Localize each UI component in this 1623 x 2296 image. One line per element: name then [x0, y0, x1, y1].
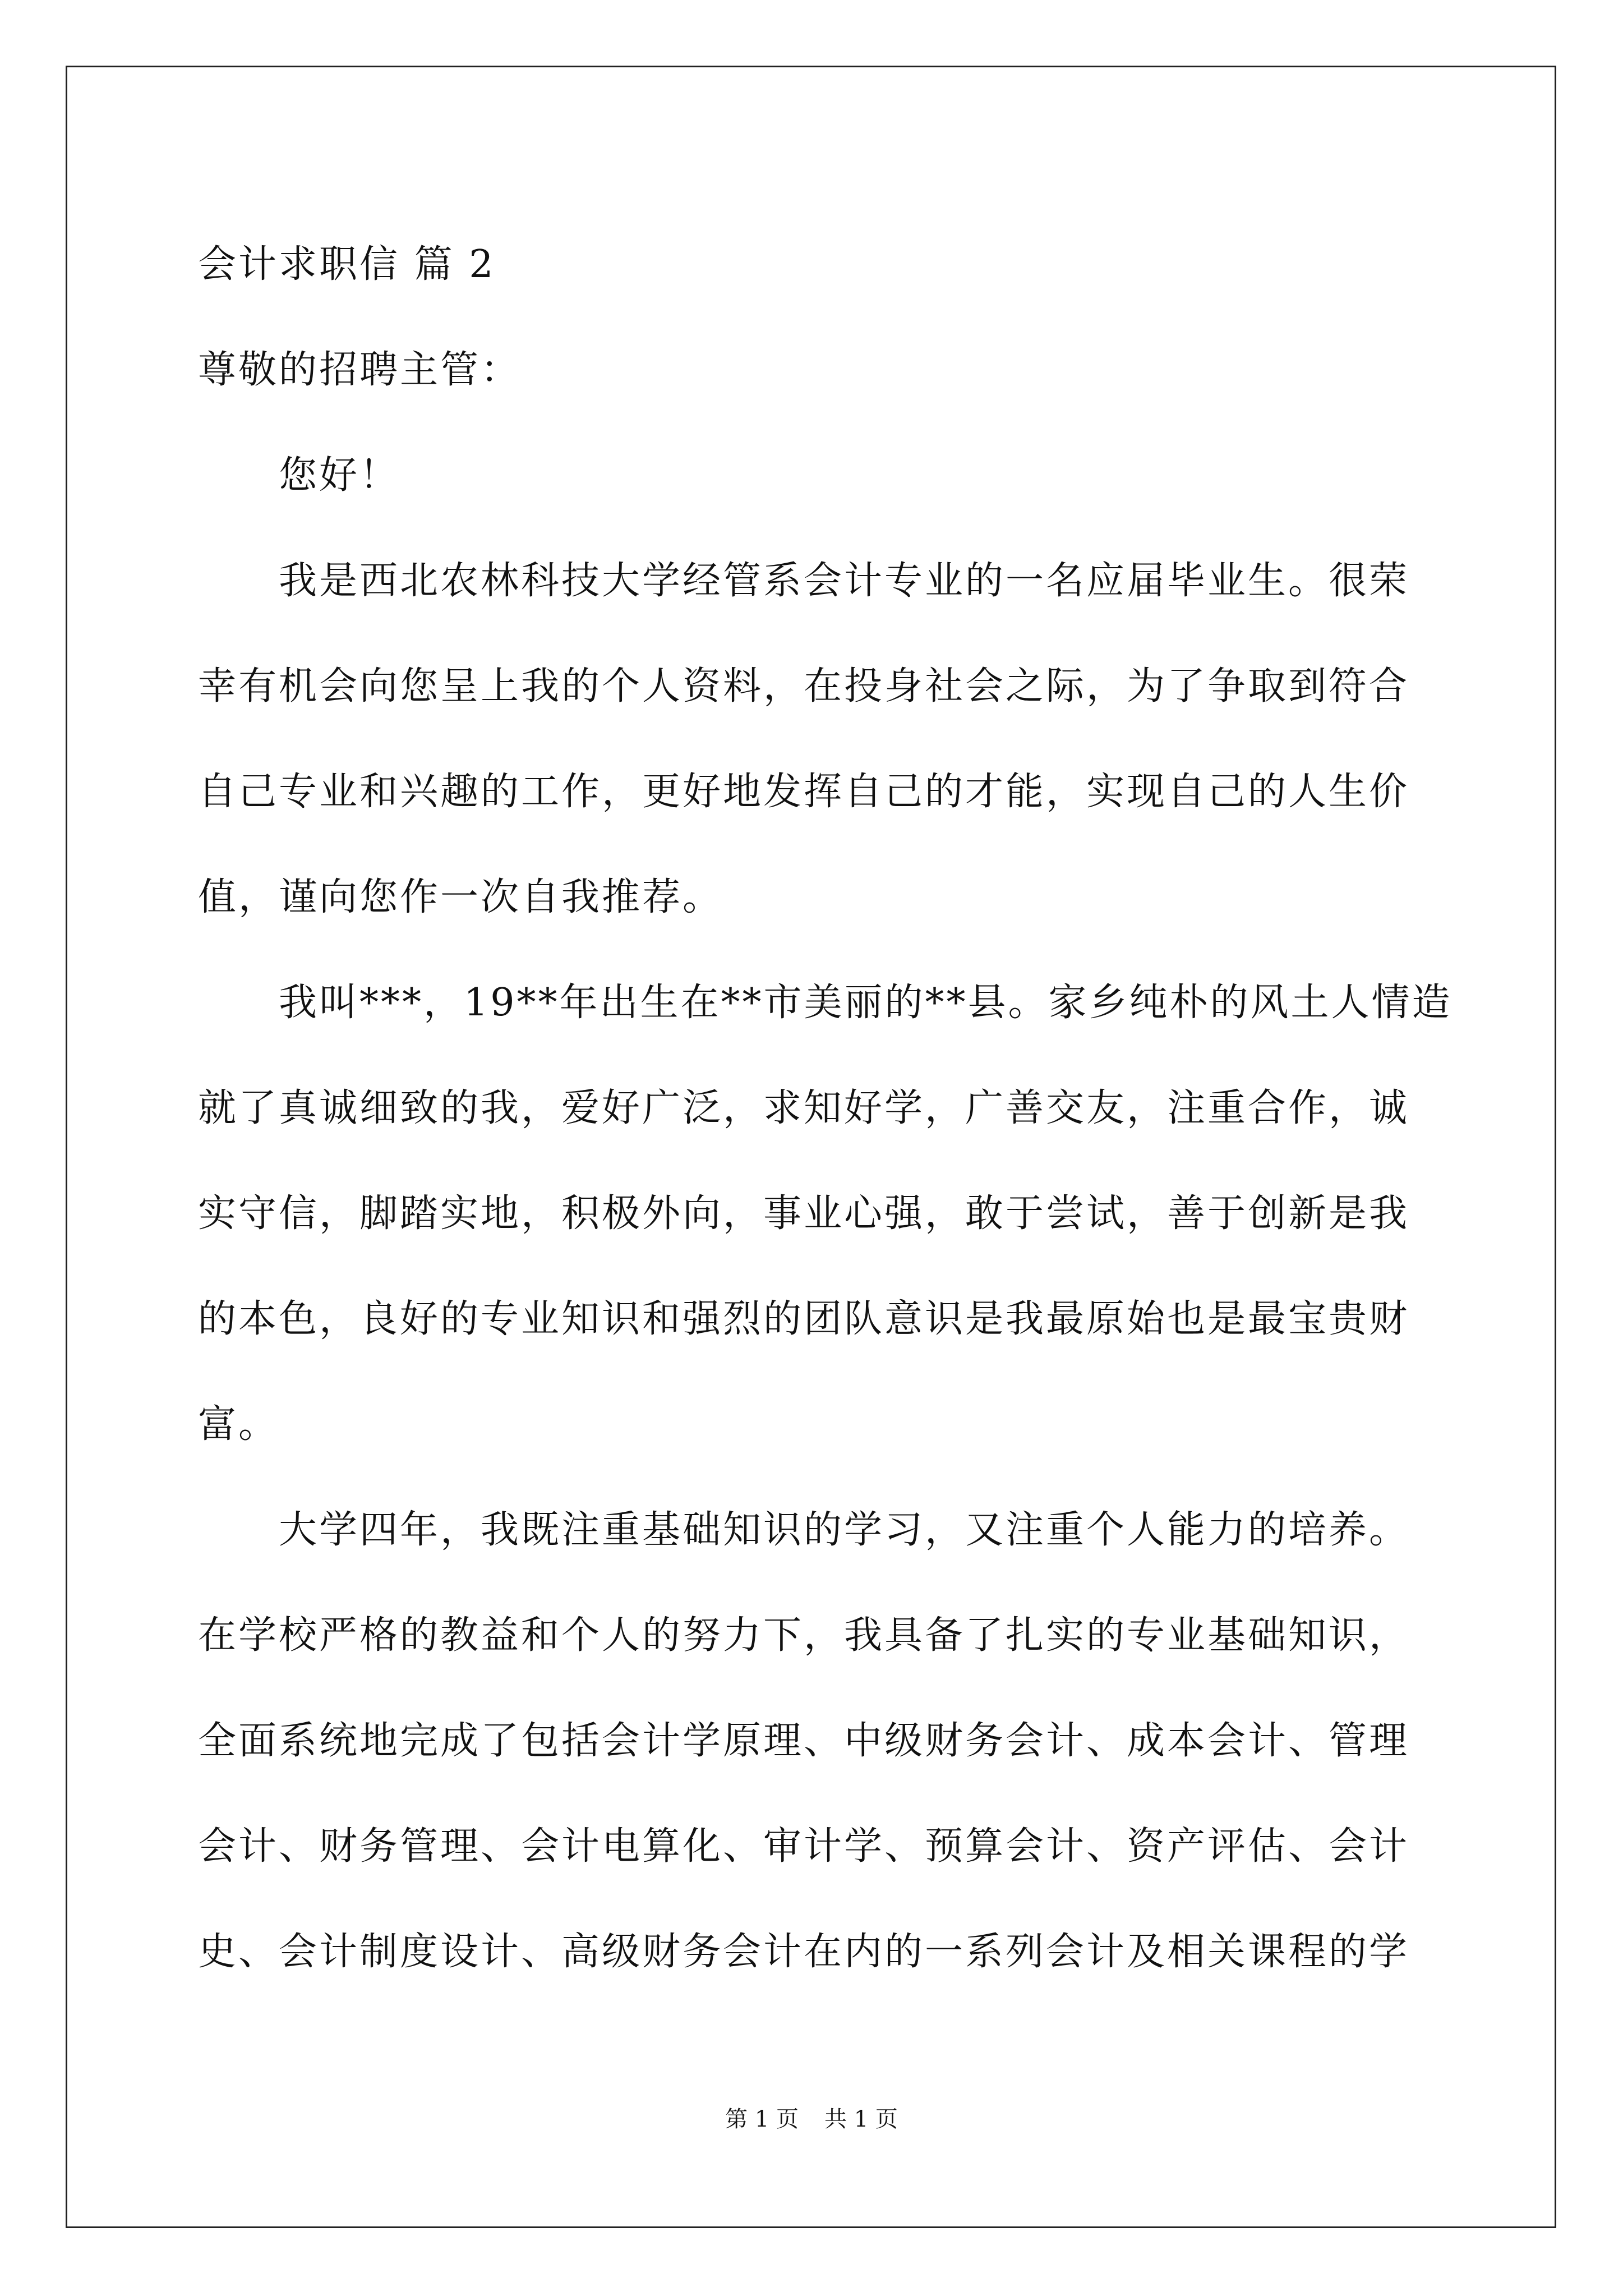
paragraph-3-line-4: 会计、财务管理、会计电算化、审计学、预算会计、资产评估、会计: [198, 1824, 1410, 1869]
paragraph-1-line-1: 我是西北农林科技大学经管系会计专业的一名应届毕业生。很荣: [279, 559, 1410, 603]
paragraph-2-line-4: 的本色，良好的专业知识和强烈的团队意识是我最原始也是最宝贵财: [198, 1297, 1410, 1341]
paragraph-1-line-2: 幸有机会向您呈上我的个人资料，在投身社会之际，为了争取到符合: [198, 664, 1410, 708]
paragraph-2-line-2: 就了真诚细致的我，爱好广泛，求知好学，广善交友，注重合作，诚: [198, 1086, 1410, 1130]
paragraph-3-line-3: 全面系统地完成了包括会计学原理、中级财务会计、成本会计、管理: [198, 1719, 1410, 1763]
paragraph-2-line-1: 我叫***，19**年出生在**市美丽的**县。家乡纯朴的风土人情造: [279, 981, 1453, 1025]
salutation: 尊敬的招聘主管：: [198, 348, 522, 392]
paragraph-3-line-2: 在学校严格的教益和个人的努力下，我具备了扎实的专业基础知识，: [198, 1613, 1410, 1658]
paragraph-3-line-1: 大学四年，我既注重基础知识的学习，又注重个人能力的培养。: [279, 1508, 1410, 1552]
paragraph-1-line-3: 自己专业和兴趣的工作，更好地发挥自己的才能，实现自己的人生价: [198, 770, 1410, 814]
paragraph-2-line-3: 实守信，脚踏实地，积极外向，事业心强，敢于尝试，善于创新是我: [198, 1191, 1410, 1236]
page-total: 共 1 页: [824, 2106, 898, 2132]
document-title: 会计求职信 篇 2: [198, 242, 496, 287]
paragraph-1-line-4: 值，谨向您作一次自我推荐。: [198, 875, 723, 919]
page-footer: [0, 2105, 1623, 2134]
paragraph-3-line-5: 史、会计制度设计、高级财务会计在内的一系列会计及相关课程的学: [198, 1930, 1410, 1974]
page-number: 第 1 页: [725, 2106, 799, 2132]
greeting: 您好！: [279, 453, 400, 498]
paragraph-2-line-5: 富。: [198, 1402, 279, 1447]
